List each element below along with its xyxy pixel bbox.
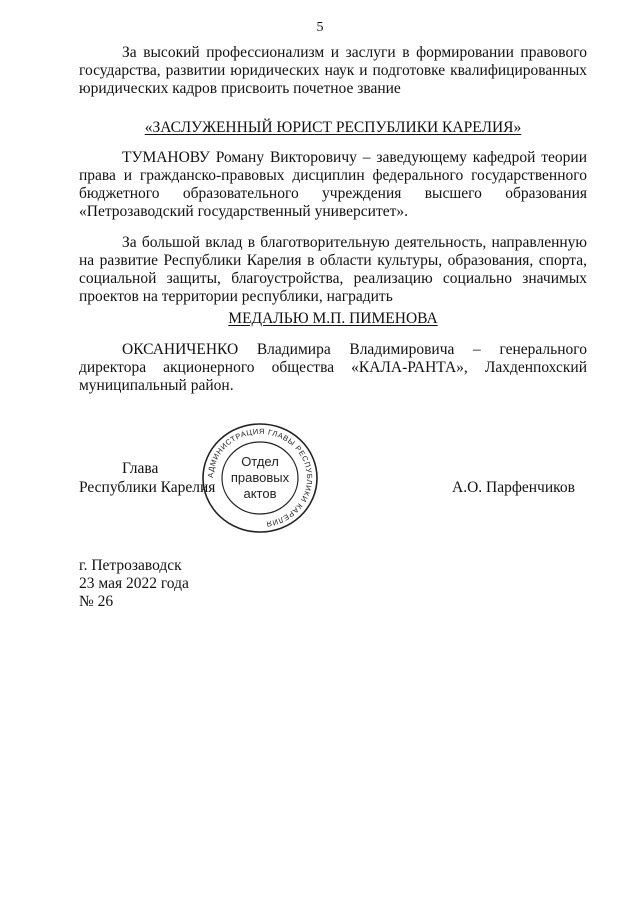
signature-name: А.О. Парфенчиков	[452, 479, 575, 496]
footer-number: № 26	[79, 593, 114, 610]
award2-recipient: ОКСАНИЧЕНКО Владимира Владимировича – генерального директора акционерного общества «КАЛА-РАНТА», Лахденпохский муниципальный район.	[79, 341, 587, 394]
award2-intro: За большой вклад в благотворительную деятельность, направленную на развитие Республики Карелия в области культуры, образования, спорта, социальной защиты, благоустройства, реализацию социально значимых проектов на территории республики, наградить	[79, 234, 587, 305]
footer-date: 23 мая 2022 года	[79, 575, 189, 592]
footer-place: г. Петрозаводск	[79, 557, 182, 574]
stamp-ring-text: АДМИНИСТРАЦИЯ ГЛАВЫ РЕСПУБЛИКИ КАРЕЛИЯ	[205, 426, 315, 529]
svg-text:Отдел: Отдел	[241, 454, 279, 469]
page-number: 5	[316, 20, 324, 35]
official-stamp-icon	[200, 422, 320, 534]
award1-recipient: ТУМАНОВУ Роману Викторовичу – заведующему кафедрой теории права и гражданско-правовых дисциплин федерального государственного бюджетного образовательного учреждения высшего образования «Петрозаводский государственный университет».	[79, 149, 587, 220]
svg-text:актов: актов	[243, 486, 277, 501]
svg-text:правовых: правовых	[230, 470, 290, 485]
award1-intro: За высокий профессионализм и заслуги в формировании правового государства, развитии юридических наук и подготовке квалифицированных юридических кадров присвоить почетное звание	[79, 44, 587, 97]
award1-title: «ЗАСЛУЖЕННЫЙ ЮРИСТ РЕСПУБЛИКИ КАРЕЛИЯ»	[144, 119, 522, 136]
award2-title: МЕДАЛЬЮ М.П. ПИМЕНОВА	[228, 310, 438, 327]
signature-position-line1: Глава	[122, 460, 159, 477]
signature-position-line2: Республики Карелия	[79, 479, 216, 496]
